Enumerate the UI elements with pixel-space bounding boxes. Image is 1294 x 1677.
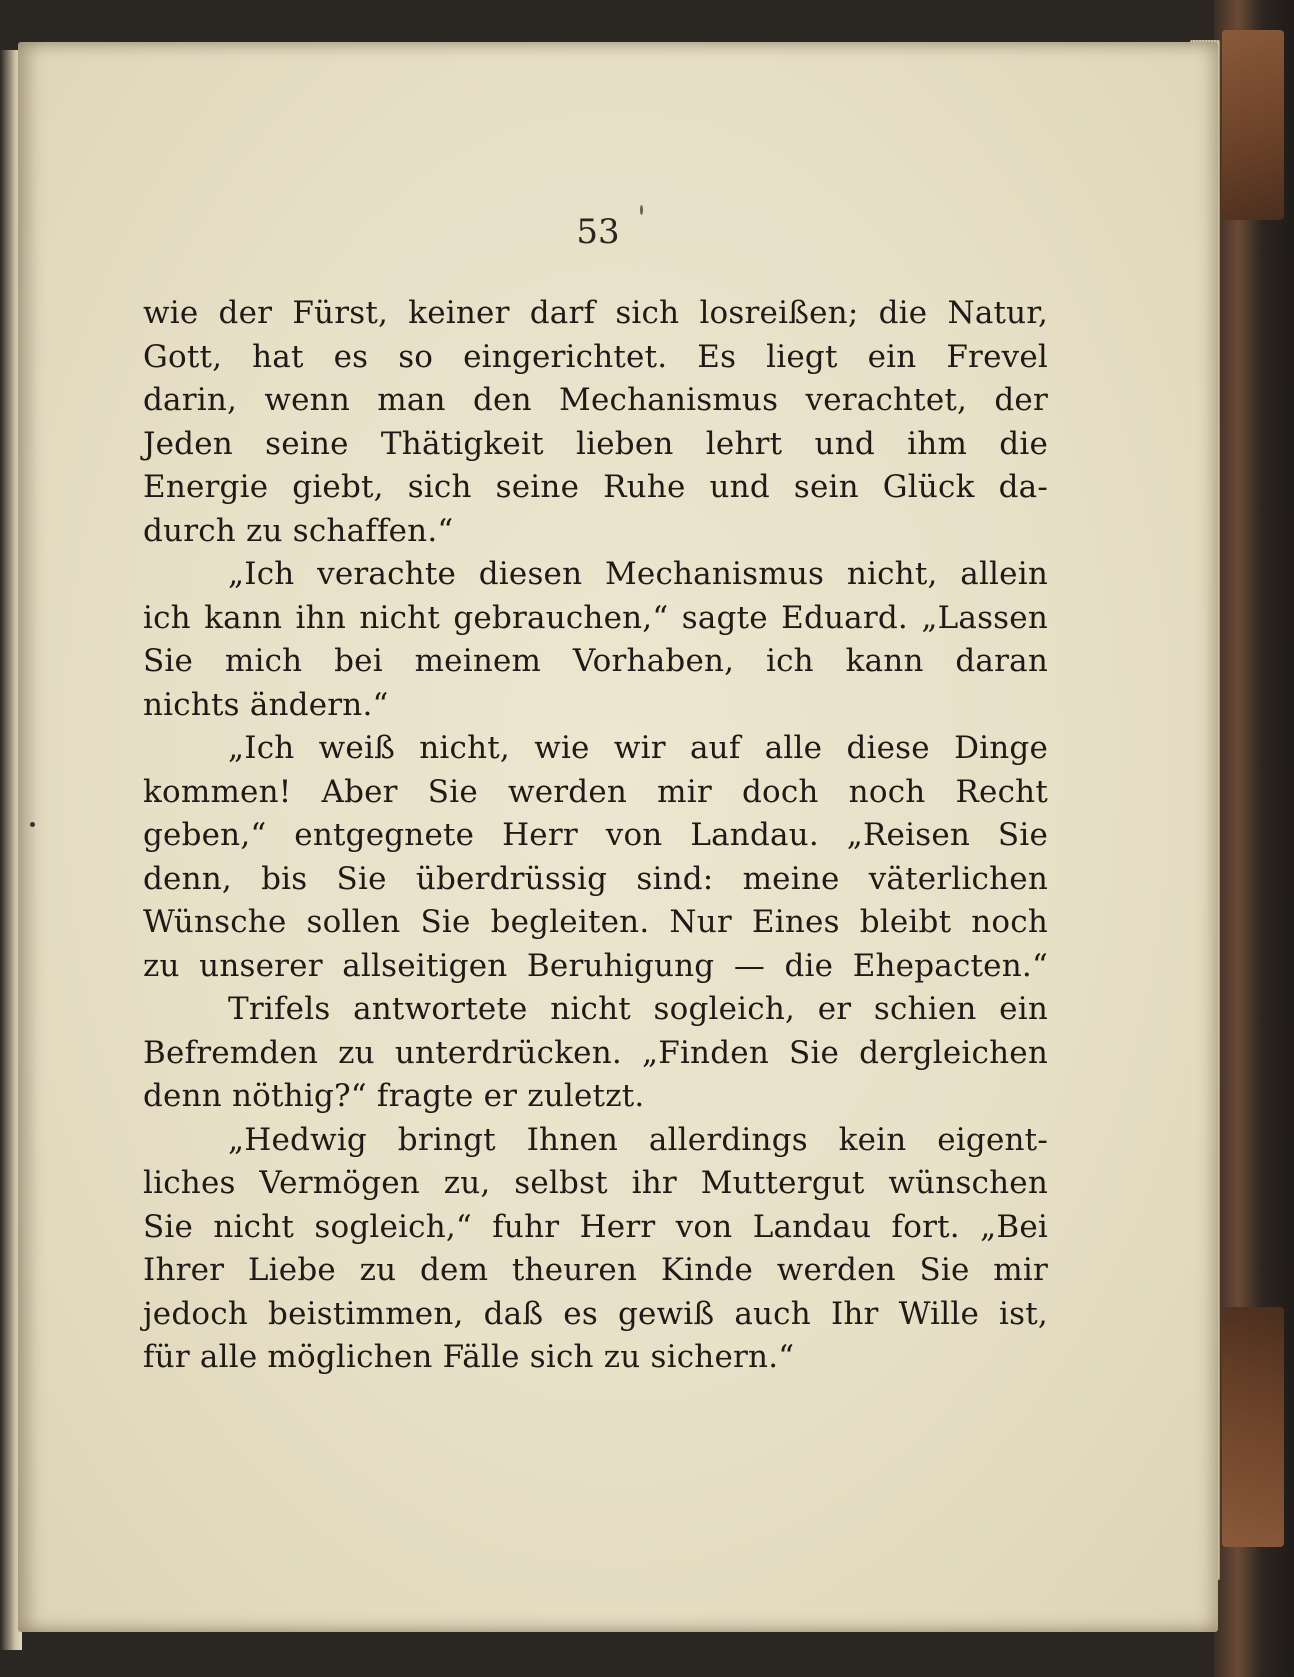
text-line-content: Sie mich bei meinem Vorhaben, ich kann daran [143, 643, 1048, 679]
text-line-content: Trifels antwortete nicht sogleich, er schien ein [228, 991, 1048, 1027]
text-line [143, 1336, 1048, 1380]
text-line [143, 336, 1048, 380]
text-line [143, 379, 1048, 423]
text-line [143, 1119, 1048, 1163]
page-number: 53 [576, 212, 620, 252]
paper-page [18, 42, 1218, 1632]
text-line [143, 771, 1048, 815]
text-line [143, 814, 1048, 858]
text-line-content: liches Vermögen zu, selbst ihr Muttergut wünschen [143, 1165, 1048, 1201]
text-line [143, 292, 1048, 336]
text-line-content: Energie giebt, sich seine Ruhe und sein Glück da- [143, 469, 1048, 505]
text-line-content: Ihrer Liebe zu dem theuren Kinde werden Sie mir [143, 1252, 1048, 1288]
paper-speck [640, 205, 643, 215]
text-line-content: zu unserer allseitigen Beruhigung — die Ehepacten.“ [143, 947, 1048, 984]
text-line-content: darin, wenn man den Mechanismus verachtet, der [143, 382, 1048, 418]
leather-corner-top [1222, 30, 1284, 220]
text-line [143, 1249, 1048, 1293]
text-line-content: „Ich verachte diesen Mechanismus nicht, allein [228, 556, 1048, 592]
text-line [143, 858, 1048, 902]
text-line-content: Jeden seine Thätigkeit lieben lehrt und ihm die [143, 425, 1048, 462]
text-line-content: Befremden zu unterdrücken. „Finden Sie dergleichen [143, 1034, 1048, 1071]
text-line-content: „Ich weiß nicht, wie wir auf alle diese Dinge [228, 730, 1048, 766]
text-line-content: Wünsche sollen Sie begleiten. Nur Eines bleibt noch [143, 904, 1048, 940]
text-line [143, 727, 1048, 771]
text-line [143, 597, 1048, 641]
text-line-content: wie der Fürst, keiner darf sich losreißen; die Natur, [143, 295, 1048, 331]
text-line-content: geben,“ entgegnete Herr von Landau. „Reisen Sie [143, 817, 1048, 853]
text-line-content: nichts ändern.“ [143, 686, 389, 723]
text-line-content: ich kann ihn nicht gebrauchen,“ sagte Eduard. „Lassen [143, 599, 1048, 636]
text-line [143, 423, 1048, 467]
text-line [143, 684, 1048, 728]
text-line [143, 553, 1048, 597]
text-line [143, 1162, 1048, 1206]
text-line [143, 988, 1048, 1032]
body-text [143, 292, 1048, 1380]
text-line-content: für alle möglichen Fälle sich zu sichern.“ [143, 1339, 795, 1375]
text-line [143, 1293, 1048, 1337]
text-line [143, 901, 1048, 945]
text-line [143, 1206, 1048, 1250]
text-line [143, 466, 1048, 510]
text-line-content: denn nöthig?“ fragte er zuletzt. [143, 1078, 645, 1114]
leather-corner-bottom [1222, 1307, 1284, 1547]
text-line-content: Gott, hat es so eingerichtet. Es liegt ein Frevel [143, 338, 1048, 375]
text-line [143, 510, 1048, 554]
book-cover-edge [1214, 0, 1294, 1677]
text-line-content: kommen! Aber Sie werden mir doch noch Recht [143, 773, 1048, 810]
text-line-content: durch zu schaffen.“ [143, 512, 454, 549]
text-line [143, 945, 1048, 989]
text-line-content: denn, bis Sie überdrüssig sind: meine väterlichen [143, 860, 1048, 897]
text-line [143, 640, 1048, 684]
text-line-content: Sie nicht sogleich,“ fuhr Herr von Landau fort. „Bei [143, 1208, 1048, 1245]
text-line-content: „Hedwig bringt Ihnen allerdings kein eigent- [228, 1121, 1048, 1158]
text-line-content: jedoch beistimmen, daß es gewiß auch Ihr Wille ist, [143, 1295, 1048, 1332]
text-line [143, 1075, 1048, 1119]
text-line [143, 1032, 1048, 1076]
paper-speck [30, 822, 35, 827]
